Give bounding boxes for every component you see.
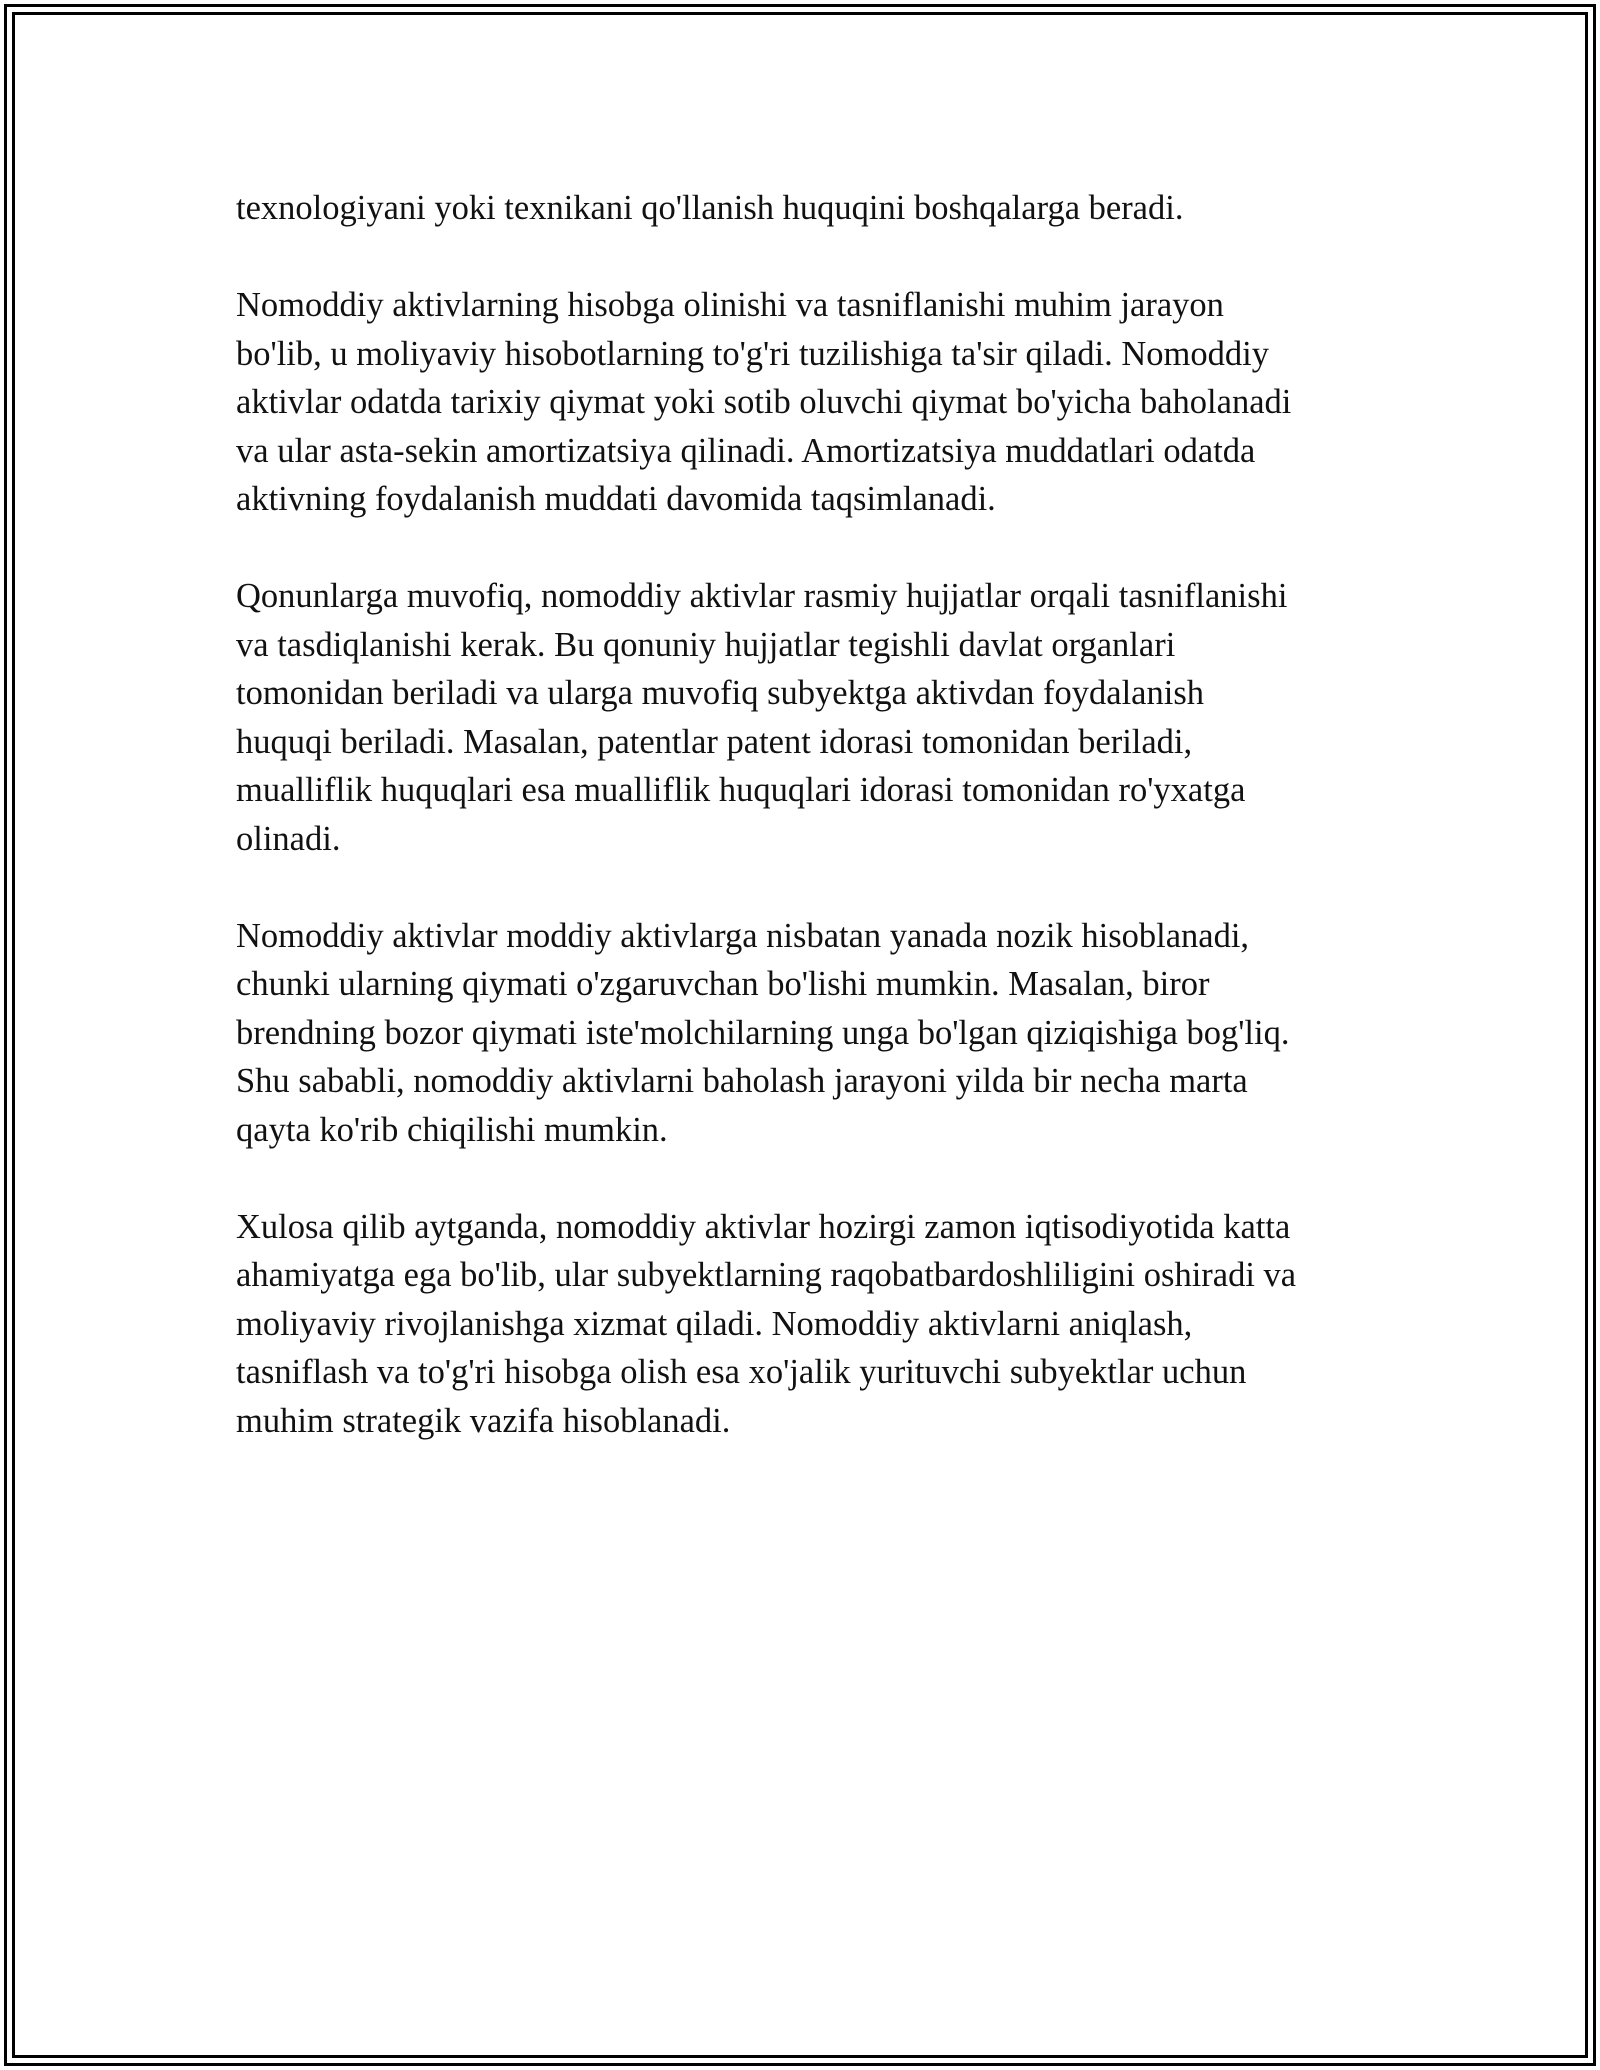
document-body (236, 184, 1376, 1494)
paragraph-1 (236, 184, 1376, 233)
text-line: tomonidan beriladi va ularga muvofiq subyektga aktivdan foydalanish (236, 674, 1205, 712)
text-line: Qonunlarga muvofiq, nomoddiy aktivlar rasmiy hujjatlar orqali tasniflanishi (236, 577, 1288, 615)
text-line: huquqi beriladi. Masalan, patentlar patent idorasi tomonidan beriladi, (236, 722, 1193, 761)
text-line: mualliflik huquqlari esa mualliflik huquqlari idorasi tomonidan ro'yxatga (236, 771, 1246, 809)
paragraph-5 (236, 1203, 1376, 1446)
text-line: Xulosa qilib aytganda, nomoddiy aktivlar hozirgi zamon iqtisodiyotida katta (236, 1207, 1291, 1246)
text-line: muhim strategik vazifa hisoblanadi. (236, 1401, 731, 1440)
text-line: tasniflash va to'g'ri hisobga olish esa xo'jalik yurituvchi subyektlar uchun (236, 1353, 1247, 1391)
text-line: Nomoddiy aktivlar moddiy aktivlarga nisbatan yanada nozik hisoblanadi, (236, 916, 1250, 955)
text-line: aktivning foydalanish muddati davomida taqsimlanadi. (236, 480, 996, 518)
text-line: olinadi. (236, 819, 341, 858)
text-line: qayta ko'rib chiqilishi mumkin. (236, 1110, 668, 1149)
paragraph-4 (236, 912, 1376, 1155)
paragraph-2 (236, 281, 1376, 524)
text-line: chunki ularning qiymati o'zgaruvchan bo'lishi mumkin. Masalan, biror (236, 965, 1210, 1003)
text-line: Nomoddiy aktivlarning hisobga olinishi va tasniflanishi muhim jarayon (236, 286, 1224, 324)
text-line: aktivlar odatda tarixiy qiymat yoki sotib oluvchi qiymat bo'yicha baholanadi (236, 383, 1292, 421)
text-line: va tasdiqlanishi kerak. Bu qonuniy hujjatlar tegishli davlat organlari (236, 625, 1176, 664)
text-line: va ular asta-sekin amortizatsiya qilinadi. Amortizatsiya muddatlari odatda (236, 431, 1256, 470)
text-line: bo'lib, u moliyaviy hisobotlarning to'g'ri tuzilishiga ta'sir qiladi. Nomoddiy (236, 334, 1269, 373)
text-line: brendning bozor qiymati iste'molchilarning unga bo'lgan qiziqishiga bog'liq. (236, 1013, 1290, 1052)
text-line: texnologiyani yoki texnikani qo'llanish huquqini boshqalarga beradi. (236, 189, 1184, 227)
text-line: ahamiyatga ega bo'lib, ular subyektlarning raqobatbardoshliligini oshiradi va (236, 1256, 1297, 1294)
text-line: moliyaviy rivojlanishga xizmat qiladi. Nomoddiy aktivlarni aniqlash, (236, 1304, 1193, 1343)
text-line: Shu sababli, nomoddiy aktivlarni baholash jarayoni yilda bir necha marta (236, 1062, 1248, 1100)
paragraph-3 (236, 572, 1376, 863)
